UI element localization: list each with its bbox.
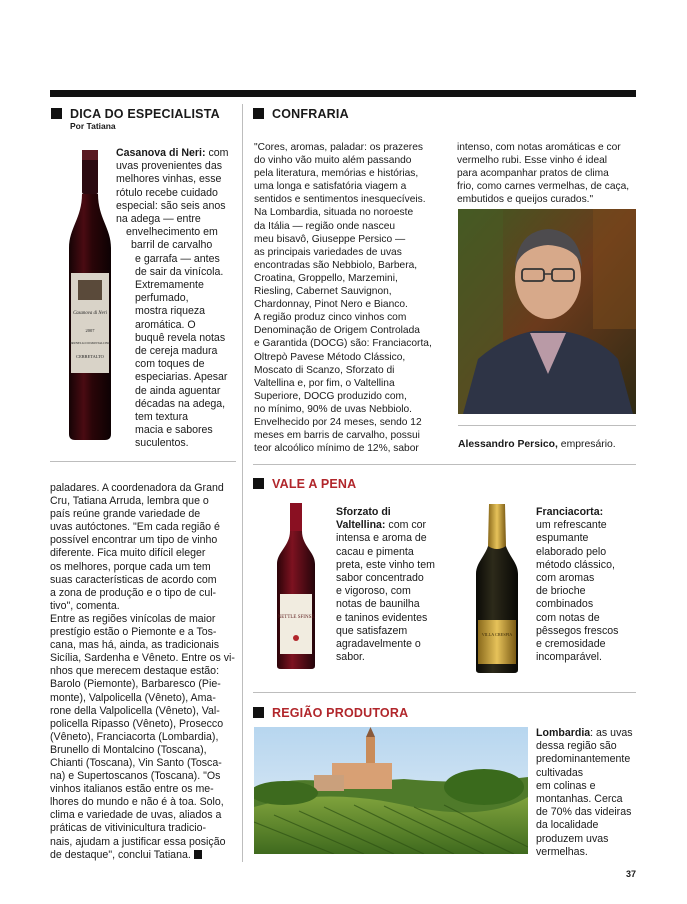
top-rule <box>50 90 636 97</box>
bottle-label-brand: Casanova di Neri <box>73 311 107 316</box>
franciacorta-name: Franciacorta: <box>536 506 604 518</box>
confraria-text-col1: "Cores, aromas, paladar: os prazeres do vinho vão muito além passando pela literatura, memórias e histórias, uma longa e satisfatória viagem a sentidos e sentimentos inesquecíveis. Na Lombardia, situada no noroeste da Itália — região onde nasceu meu bisavô, Giuseppe Persico — as principais variedades de uvas encontradas são Nebbiolo, Barbera, Croatina, Groppello, Marzemini, Riesling, Cabernet Sauvignon, Chardonnay, Pinot Nero e Bianco. A região produz cinco vinhos com Denominação de Origem Controlada e Garantida (DOCG) são: Franciacorta, Oltrepò Pavese Método Clássico, Moscato di Scanzo, Sforzato di Valtellina e, por fim, o Valtellina Superiore, DOCG produzido com, no mínimo, 90% de uvas Nebbiolo. Envelhecido por 24 meses, sendo 12 meses em barris de carvalho, possui teor alcoólico mínimo de 12%, sabor <box>254 142 432 455</box>
dica-wine-text: Casanova di Neri: com uvas provenientes das melhores vinhas, esse rótulo recebe cuidado especial: são seis anos na adega — entre envelhecimento em barril de carvalho e garrafa — antes de sair da vinícola. Extremamente perfumado, mostra riqueza aromática. O buquê revela notas de cereja madura com toques de especiarias. Apesar de ainda aguentar décadas na adega, tem textura macia e sabores suculentos. <box>116 147 229 450</box>
section-title-dica: DICA DO ESPECIALISTA <box>51 107 220 121</box>
section-bullet-icon <box>253 707 264 718</box>
left-article-text: paladares. A coordenadora da Grand Cru, Tatiana Arruda, lembra que o país reúne grande variedade de uvas autóctones. "Em cada região é possível encontrar um tipo de vinho diferente. Fica muito difícil eleger os melhores, porque cada um tem suas características de acordo com a zona de produção e o tipo de cul- tivo", comenta. Entre as regiões vinícolas de maior prestígio estão o Piemonte e a Tos- cana, mas há, ainda, as tradicionais Sicília, Sardenha e Vêneto. Entre os vi- nhos que merecem destaque estão: Barolo (Piemonte), Barbaresco (Pie- monte), Valpolicella (Vêneto), Ama- rone della Valpolicella (Vêneto), Val- policella Ripasso (Vêneto), Prosecco (Vêneto), Franciacorta (Lombardia), Brunello di Montalcino (Toscana), Chianti (Toscana), Vin Santo (Tosca- na) e Supertoscanos (Toscana). "Os vinhos italianos estão entre os me- lhores do mundo e não é à toa. Solo, clima e variedade de uvas, aliados a práticas de vitivinicultura tradicio- nais, ajudam a justificar essa posição de destaque", conclui Tatiana. <box>50 482 235 861</box>
section-title-regiao: REGIÃO PRODUTORA <box>253 706 408 720</box>
caption-rule <box>458 425 636 426</box>
byline: Por Tatiana <box>70 121 116 131</box>
section-bullet-icon <box>253 478 264 489</box>
alessandro-persico-photo <box>458 209 636 414</box>
section-bullet-icon <box>51 108 62 119</box>
dica-wine-name: Casanova di Neri: <box>116 147 206 159</box>
end-mark-icon <box>194 850 202 859</box>
bottle-label-estate: CERRETALTO <box>76 354 104 359</box>
franciacorta-text: Franciacorta: um refrescante espumante elaborado pelo método clássico, com aromas de brioche combinados com notas de pêssegos frescos e cremosidade incomparável. <box>536 506 640 664</box>
bottle-label-year: 2007 <box>85 328 95 333</box>
sforzato-name-2: Valtellina: <box>336 519 386 532</box>
sforzato-bottle-image <box>273 502 319 670</box>
sforzato-text: Sforzato di Valtellina: com cor intensa e aroma de cacau e pimenta preta, este vinho tem sabor concentrado e vigoroso, com notas de baunilha e taninos evidentes que satisfazem agradavelmente o sabor. <box>336 506 448 664</box>
page-number: 37 <box>626 869 637 879</box>
bottle-label-appellation: BRUNELLO DI MONTALCINO <box>69 341 111 345</box>
lombardia-text: Lombardia: as uvas dessa região são predominantemente cultivadas em colinas e montanhas. Cerca de 70% das videiras da localidade produzem uvas vermelhas. <box>536 727 633 858</box>
vale-divider <box>253 692 636 693</box>
portrait-caption: Alessandro Persico, empresário. <box>458 439 616 450</box>
caption-name: Alessandro Persico, <box>458 439 558 450</box>
column-divider <box>242 104 243 862</box>
section-title-vale: VALE A PENA <box>253 477 356 491</box>
brunello-bottle-image <box>65 148 115 441</box>
left-divider <box>50 461 236 462</box>
franciacorta-label-text: VILLA CRESPIA <box>481 632 513 637</box>
section-bullet-icon <box>253 108 264 119</box>
lombardia-landscape-photo <box>254 727 528 854</box>
sforzato-label-text: NETTLE SFINSE <box>277 615 315 620</box>
section-title-confraria: CONFRARIA <box>253 107 349 121</box>
confraria-divider <box>253 464 636 465</box>
lombardia-name: Lombardia <box>536 727 591 739</box>
confraria-text-col2: intenso, com notas aromáticas e cor vermelho rubi. Esse vinho é ideal para acompanhar pratos de clima frio, como carnes vermelhas, de caça, embutidos e queijos curados." <box>457 142 630 206</box>
franciacorta-bottle-image <box>472 502 522 674</box>
sforzato-name-1: Sforzato di <box>336 506 391 518</box>
